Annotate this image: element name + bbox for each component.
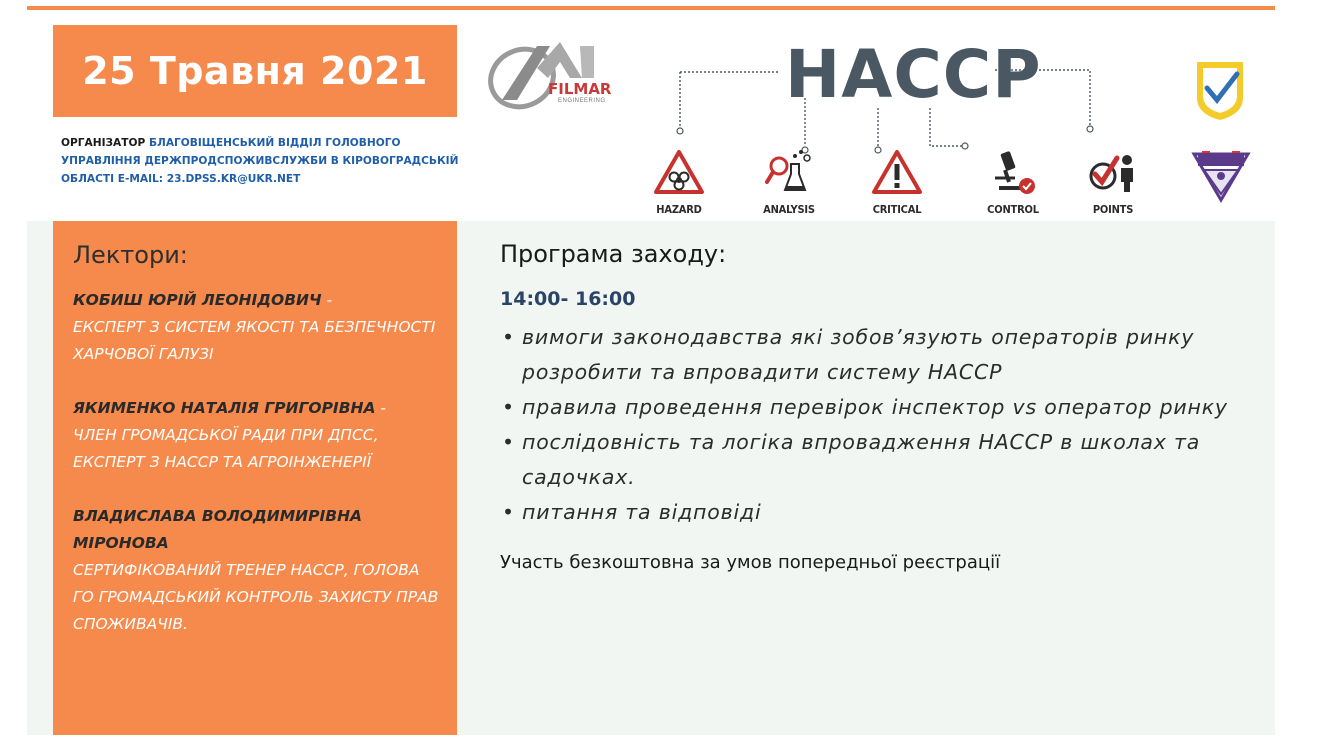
haccp-step-label: CRITICAL <box>872 203 922 216</box>
lecturer-role: СЕРТИФІКОВАНИЙ ТРЕНЕР НАССР, ГОЛОВА ГО ГРОМАДСЬКИЙ КОНТРОЛЬ ЗАХИСТУ ПРАВ СПОЖИВАЧІВ. <box>73 561 439 633</box>
lecturer-name: КОБИШ ЮРІЙ ЛЕОНІДОВИЧ <box>73 291 322 309</box>
microscope-icon <box>987 148 1039 196</box>
lecturer-item <box>73 395 439 476</box>
haccp-step-control <box>978 148 1048 216</box>
lecturer-item <box>73 503 439 638</box>
organizer-block <box>61 134 461 188</box>
top-divider <box>27 6 1275 10</box>
program-heading: Програма заходу: <box>500 240 727 268</box>
lecturers-panel <box>53 221 457 735</box>
haccp-step-label: POINTS <box>1092 203 1134 216</box>
lab-flask-icon <box>763 144 815 196</box>
haccp-step-analysis <box>754 144 824 216</box>
checkmark-person-icon <box>1087 148 1139 196</box>
haccp-step-label: ANALYSIS <box>763 203 815 216</box>
lecturer-role: ЕКСПЕРТ З СИСТЕМ ЯКОСТІ ТА БЕЗПЕЧНОСТІ ХАРЧОВОЇ ГАЛУЗІ <box>73 318 436 363</box>
program-section <box>500 240 1260 573</box>
haccp-step-label: CONTROL <box>987 203 1039 216</box>
haccp-step-critical <box>862 148 932 216</box>
haccp-step-label: HAZARD <box>656 203 702 216</box>
haccp-step-points <box>1078 148 1148 216</box>
haccp-step-hazard <box>644 148 714 216</box>
program-list <box>500 320 1260 530</box>
program-item: • правила проведення перевірок інспектор vs оператор ринку <box>500 390 1260 425</box>
program-item: • вимоги законодавства які зобов’язують операторів ринку розробити та впровадити систему НАССР <box>500 320 1260 390</box>
lecturer-separator: - <box>321 291 333 309</box>
lecturer-role: ЧЛЕН ГРОМАДСЬКОЇ РАДИ ПРИ ДПСС, ЕКСПЕРТ З НАССР ТА АГРОІНЖЕНЕРІЇ <box>73 426 379 471</box>
organizer-text: БЛАГОВІЩЕНСЬКИЙ ВІДДІЛ ГОЛОВНОГО УПРАВЛІННЯ ДЕРЖПРОДСПОЖИВСЛУЖБИ В КІРОВОГРАДСЬКІЙ ОБЛАСТІ E-MAIL: 23.DPSS.KR@UKR.NET <box>61 137 459 185</box>
event-date: 25 Травня 2021 <box>82 49 428 93</box>
program-item: • послідовність та логіка впровадження НАССР в школах та садочках. <box>500 425 1260 495</box>
lecturer-name: ЯКИМЕНКО НАТАЛІЯ ГРИГОРІВНА <box>73 399 376 417</box>
consumer-protection-logo <box>1190 148 1252 206</box>
haccp-diagram <box>640 30 1170 220</box>
shield-check-logo <box>1193 58 1247 124</box>
haccp-title: HACCP <box>785 36 1042 113</box>
organizer-label: ОРГАНІЗАТОР <box>61 137 146 149</box>
lecturer-item <box>73 287 439 368</box>
warning-icon <box>871 148 923 196</box>
lecturer-separator: - <box>375 399 387 417</box>
filmar-wordmark: FILMAR <box>548 80 612 98</box>
biohazard-icon <box>653 148 705 196</box>
program-time: 14:00- 16:00 <box>500 288 636 310</box>
registration-note: Участь безкоштовна за умов попередньої реєстрації <box>500 552 1001 573</box>
lecturers-heading: Лектори: <box>73 241 188 269</box>
date-banner <box>53 25 457 117</box>
lecturer-name: ВЛАДИСЛАВА ВОЛОДИМИРІВНА МІРОНОВА <box>73 507 363 552</box>
filmar-subtitle: ENGINEERING <box>558 98 606 104</box>
program-item: • питання та відповіді <box>500 495 1260 530</box>
